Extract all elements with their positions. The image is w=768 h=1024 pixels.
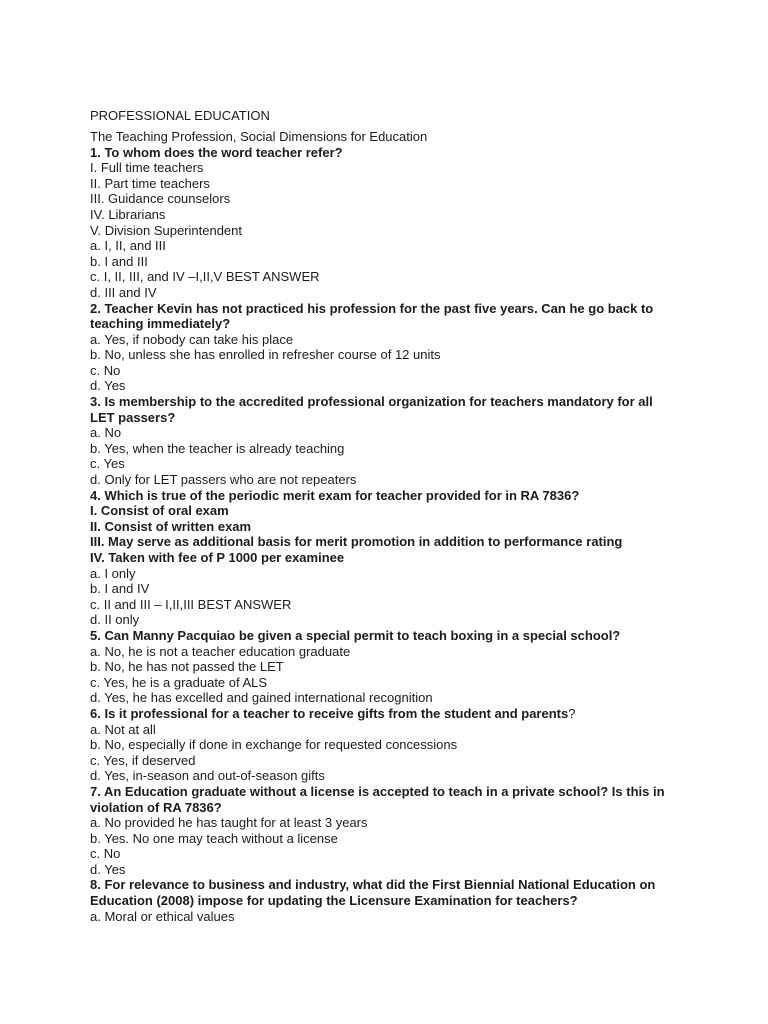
- question-3: [90, 394, 710, 488]
- question-4-statement-1: I. Consist of oral exam: [90, 503, 229, 519]
- question-3-choice-c: c. Yes: [90, 456, 125, 472]
- question-8-stem-continued: Education (2008) impose for updating the Licensure Examination for teachers?: [90, 893, 578, 909]
- question-2-choice-a: a. Yes, if nobody can take his place: [90, 331, 294, 347]
- question-7: [90, 784, 710, 878]
- question-2-choice-b: b. No, unless she has enrolled in refresher course of 12 units: [90, 347, 441, 363]
- question-5-choice-b: b. No, he has not passed the LET: [90, 659, 284, 675]
- question-2-stem-continued: teaching immediately?: [90, 316, 231, 332]
- question-1-choice-b: b. I and III: [90, 253, 148, 269]
- question-6: [90, 706, 710, 784]
- question-3-choice-d: d. Only for LET passers who are not repeaters: [90, 472, 357, 488]
- question-6-choice-b: b. No, especially if done in exchange for requested concessions: [90, 737, 458, 753]
- question-1-statement-4: IV. Librarians: [90, 206, 166, 222]
- document-heading: PROFESSIONAL EDUCATION: [90, 108, 270, 123]
- question-2-choice-c: c. No: [90, 362, 121, 378]
- question-1-choice-d: d. III and IV: [90, 284, 157, 300]
- question-1-statement-1: I. Full time teachers: [90, 160, 204, 176]
- question-4-choice-c: c. II and III – I,II,III BEST ANSWER: [90, 596, 292, 612]
- question-5-choice-a: a. No, he is not a teacher education graduate: [90, 643, 351, 659]
- question-6-stem: 6. Is it professional for a teacher to receive gifts from the student and parents: [90, 705, 569, 721]
- document-page: [90, 108, 710, 924]
- question-1-statement-3: III. Guidance counselors: [90, 191, 231, 207]
- question-2: [90, 301, 710, 395]
- question-4-choice-b: b. I and IV: [90, 581, 150, 597]
- question-6-choice-d: d. Yes, in-season and out-of-season gifts: [90, 768, 325, 784]
- question-1-choice-c: c. I, II, III, and IV –I,II,V BEST ANSWER: [90, 269, 320, 285]
- question-4-stem: 4. Which is true of the periodic merit exam for teacher provided for in RA 7836?: [90, 487, 580, 503]
- question-8-choice-a: a. Moral or ethical values: [90, 908, 235, 924]
- question-7-choice-b: b. Yes. No one may teach without a license: [90, 830, 338, 846]
- question-6-stem-question-mark: ?: [568, 705, 576, 721]
- question-5-choice-d: d. Yes, he has excelled and gained international recognition: [90, 690, 433, 706]
- question-6-choice-a: a. Not at all: [90, 721, 156, 737]
- question-7-choice-d: d. Yes: [90, 861, 126, 877]
- question-7-choice-c: c. No: [90, 846, 121, 862]
- question-3-choice-b: b. Yes, when the teacher is already teaching: [90, 440, 345, 456]
- question-4-choice-d: d. II only: [90, 612, 140, 628]
- question-8-stem: 8. For relevance to business and industry, what did the First Biennial National Education on: [90, 877, 656, 893]
- question-1-stem: 1. To whom does the word teacher refer?: [90, 144, 343, 160]
- question-4-statement-3: III. May serve as additional basis for merit promotion in addition to performance rating: [90, 534, 623, 550]
- question-7-stem-continued: violation of RA 7836?: [90, 799, 222, 815]
- question-4-statement-4: IV. Taken with fee of P 1000 per examinee: [90, 550, 345, 566]
- question-7-stem: 7. An Education graduate without a license is accepted to teach in a private school? Is this in: [90, 783, 665, 799]
- question-4-statement-2: II. Consist of written exam: [90, 518, 252, 534]
- question-3-stem: 3. Is membership to the accredited professional organization for teachers mandatory for all: [90, 394, 653, 410]
- question-6-stem-line: [90, 706, 710, 722]
- question-1-choice-a: a. I, II, and III: [90, 238, 166, 254]
- question-4: [90, 488, 710, 628]
- document-subheading: The Teaching Profession, Social Dimensions for Education: [90, 128, 428, 144]
- question-3-choice-a: a. No: [90, 425, 122, 441]
- question-5-stem: 5. Can Manny Pacquiao be given a special permit to teach boxing in a special school?: [90, 627, 621, 643]
- question-1-statement-2: II. Part time teachers: [90, 175, 210, 191]
- question-1: [90, 145, 710, 301]
- question-5-choice-c: c. Yes, he is a graduate of ALS: [90, 674, 268, 690]
- question-7-choice-a: a. No provided he has taught for at least 3 years: [90, 815, 368, 831]
- question-4-choice-a: a. I only: [90, 565, 136, 581]
- question-2-choice-d: d. Yes: [90, 378, 126, 394]
- question-5: [90, 628, 710, 706]
- question-8: [90, 877, 710, 924]
- question-3-stem-continued: LET passers?: [90, 409, 176, 425]
- question-6-choice-c: c. Yes, if deserved: [90, 752, 196, 768]
- question-2-stem: 2. Teacher Kevin has not practiced his profession for the past five years. Can he go back to: [90, 300, 654, 316]
- question-1-statement-5: V. Division Superintendent: [90, 222, 243, 238]
